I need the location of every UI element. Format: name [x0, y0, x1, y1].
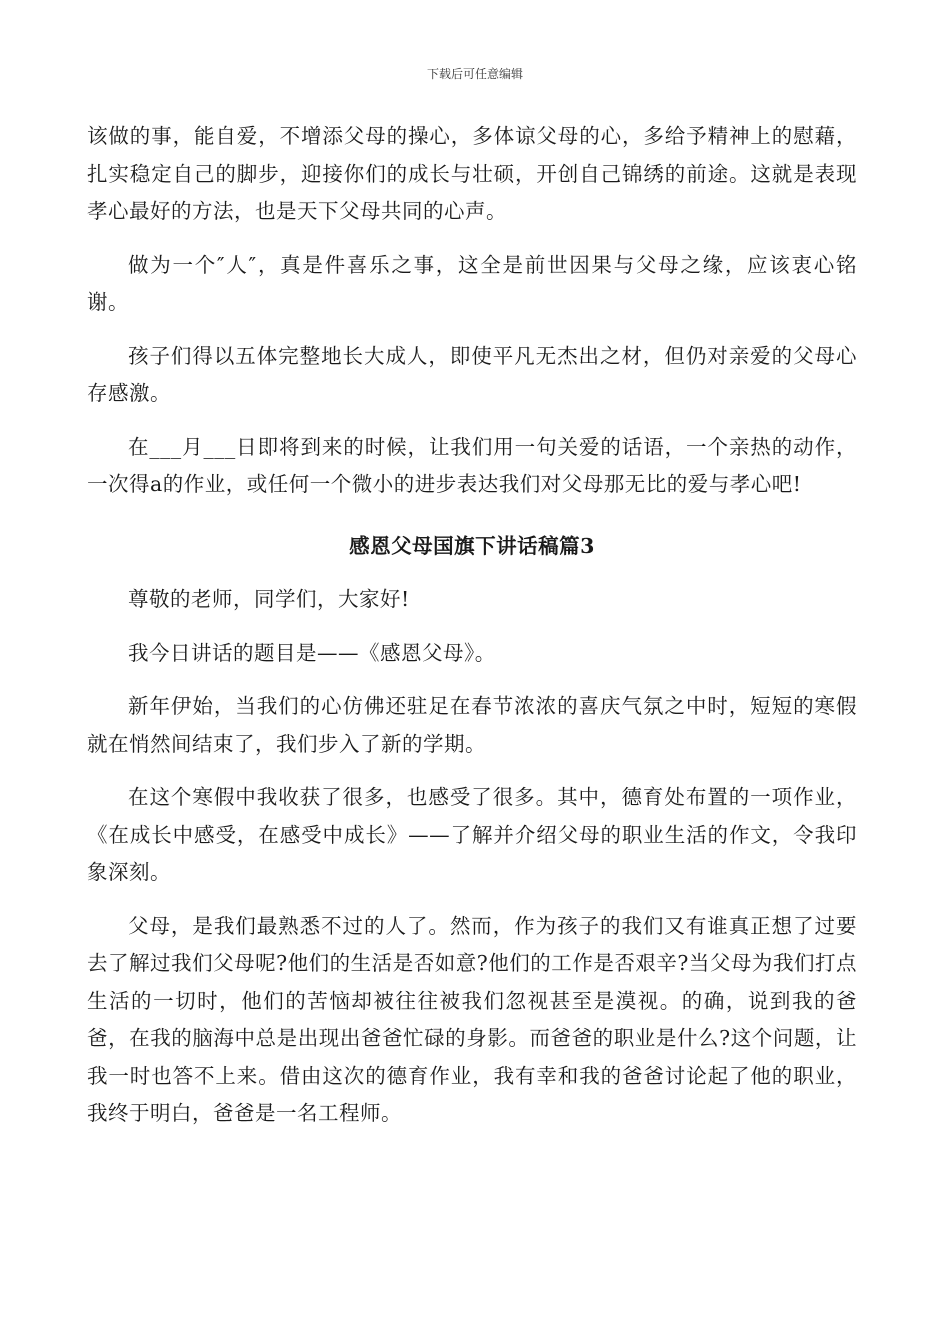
paragraph: 在这个寒假中我收获了很多，也感受了很多。其中，德育处布置的一项作业，《在成长中感受，在感受中成长》——了解并介绍父母的职业生活的作文，令我印象深刻。: [87, 785, 857, 884]
paragraph: 孩子们得以五体完整地长大成人，即使平凡无杰出之材，但仍对亲爱的父母心存感激。: [87, 343, 857, 405]
document-body: [87, 118, 857, 1133]
paragraph: 在___月___日即将到来的时候，让我们用一句关爱的话语，一个亲热的动作，一次得a的作业，或任何一个微小的进步表达我们对父母那无比的爱与孝心吧!: [87, 434, 857, 496]
page-header-note: 下载后可任意编辑: [426, 67, 523, 81]
paragraph: 父母，是我们最熟悉不过的人了。然而，作为孩子的我们又有谁真正想了过要去了解过我们父母呢?他们的生活是否如意?他们的工作是否艰辛?当父母为我们打点生活的一切时，他们的苦恼却被往往被我们忽视甚至是漠视。的确，说到我的爸爸，在我的脑海中总是出现出爸爸忙碌的身影。而爸爸的职业是什么?这个问题，让我一时也答不上来。借由这次的德育作业，我有幸和我的爸爸讨论起了他的职业，我终于明白，爸爸是一名工程师。: [87, 913, 857, 1125]
paragraph-continuation: 该做的事，能自爱，不增添父母的操心，多体谅父母的心，多给予精神上的慰藉，扎实稳定自己的脚步，迎接你们的成长与壮硕，开创自己锦绣的前途。这就是表现孝心最好的方法，也是天下父母共同的心声。: [87, 124, 857, 223]
paragraph: 我今日讲话的题目是——《感恩父母》。: [128, 640, 496, 665]
section-title: 感恩父母国旗下讲话稿篇3: [349, 533, 595, 558]
paragraph: 新年伊始，当我们的心仿佛还驻足在春节浓浓的喜庆气氛之中时，短短的寒假就在悄然间结束了，我们步入了新的学期。: [87, 694, 857, 756]
paragraph: 尊敬的老师，同学们，大家好!: [128, 587, 410, 611]
paragraph: 做为一个″人″，真是件喜乐之事，这全是前世因果与父母之缘，应该衷心铭谢。: [87, 252, 857, 314]
